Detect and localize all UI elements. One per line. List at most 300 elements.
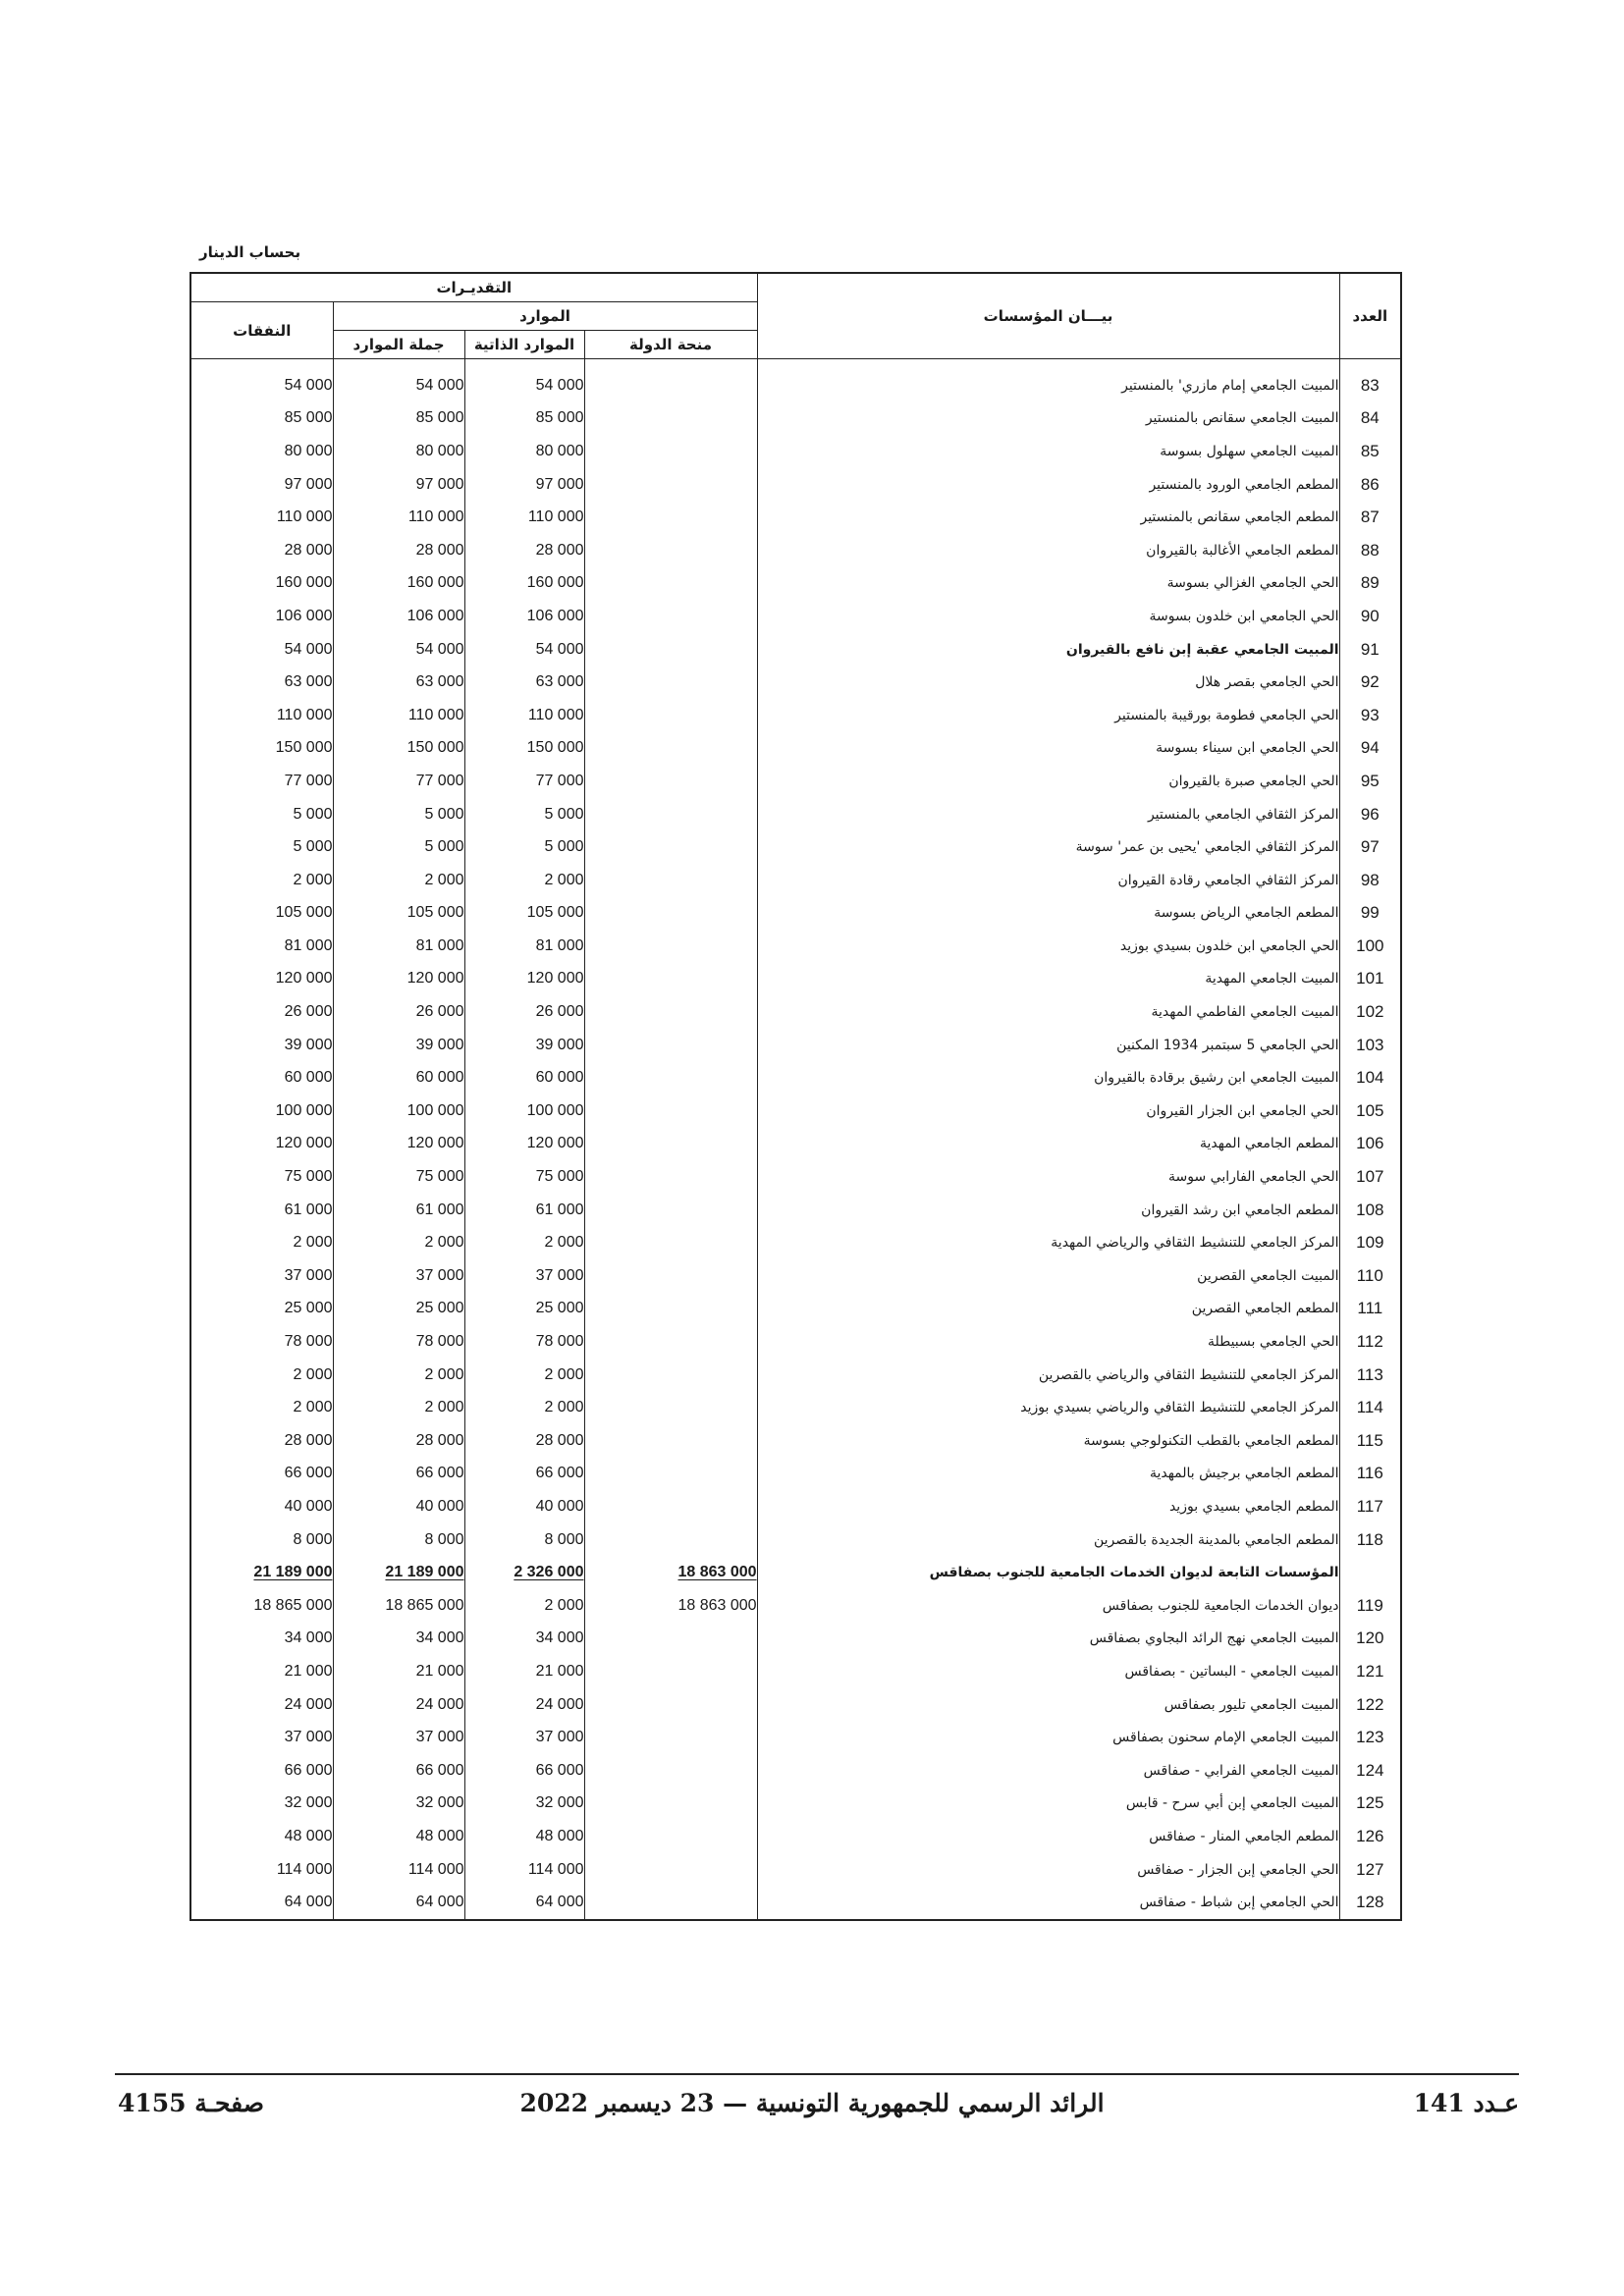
header-resources: الموارد xyxy=(333,302,757,331)
cell-own-resources: 110 000 xyxy=(527,706,584,723)
table-row xyxy=(190,1259,1401,1293)
cell-institution-name: المبيت الجامعي سقانص بالمنستير xyxy=(1145,410,1339,427)
cell-total-resources: 37 000 xyxy=(415,1729,464,1746)
cell-own-resources: 120 000 xyxy=(526,1135,584,1152)
cell-own-resources: 34 000 xyxy=(535,1629,584,1647)
cell-number: 106 xyxy=(1356,1134,1384,1153)
cell-institution-name: المبيت الجامعي عقبة إبن نافع بالقيروان xyxy=(1065,641,1339,658)
cell-state-grant: 18 863 000 xyxy=(677,1564,757,1581)
cell-number: 91 xyxy=(1360,639,1380,659)
cell-institution-name: الحي الجامعي بقصر هلال xyxy=(1195,674,1339,691)
cell-own-resources: 5 000 xyxy=(544,805,584,823)
cell-total-resources: 77 000 xyxy=(415,772,464,789)
table-row xyxy=(190,468,1401,502)
cell-own-resources: 32 000 xyxy=(535,1794,584,1812)
table-row xyxy=(190,1391,1401,1424)
cell-expenses: 24 000 xyxy=(284,1695,333,1713)
cell-total-resources: 28 000 xyxy=(415,1431,464,1449)
cell-institution-name: المبيت الجامعي نهج الرائد البجاوي بصفاقس xyxy=(1089,1630,1339,1647)
cell-institution-name: الحي الجامعي ابن خلدون بسيدي بوزيد xyxy=(1119,937,1339,954)
cell-own-resources: 61 000 xyxy=(535,1201,584,1218)
cell-institution-name: المبيت الجامعي المهدية xyxy=(1205,971,1339,988)
footer-issue: عـدد 141 xyxy=(1413,2089,1519,2117)
cell-institution-name: المطعم الجامعي المهدية xyxy=(1200,1136,1339,1152)
cell-number: 108 xyxy=(1356,1200,1384,1219)
cell-total-resources: 2 000 xyxy=(424,1399,464,1416)
cell-total-resources: 66 000 xyxy=(415,1465,464,1482)
cell-own-resources: 77 000 xyxy=(535,772,584,789)
cell-institution-name: الحي الجامعي بسبيطلة xyxy=(1207,1334,1339,1351)
cell-number: 88 xyxy=(1360,540,1380,560)
table-row xyxy=(190,1226,1401,1259)
cell-total-resources: 100 000 xyxy=(406,1101,464,1119)
cell-expenses: 78 000 xyxy=(284,1333,333,1351)
table-row xyxy=(190,1623,1401,1656)
cell-total-resources: 21 189 000 xyxy=(385,1564,464,1581)
cell-expenses: 8 000 xyxy=(293,1530,333,1548)
header-institutions: بيـــان المؤسسات xyxy=(757,273,1339,359)
subtotal-row xyxy=(190,1556,1401,1589)
cell-number: 126 xyxy=(1356,1826,1384,1845)
cell-total-resources: 80 000 xyxy=(415,442,464,459)
table-row xyxy=(190,633,1401,667)
table-row xyxy=(190,1721,1401,1754)
cell-expenses: 150 000 xyxy=(275,739,333,757)
cell-own-resources: 54 000 xyxy=(535,640,584,658)
cell-total-resources: 160 000 xyxy=(406,574,464,592)
cell-own-resources: 81 000 xyxy=(535,936,584,954)
cell-institution-name: المطعم الجامعي المنار - صفاقس xyxy=(1149,1828,1339,1844)
cell-total-resources: 120 000 xyxy=(406,1135,464,1152)
cell-institution-name: المبيت الجامعي سهلول بسوسة xyxy=(1160,443,1339,459)
cell-expenses: 2 000 xyxy=(293,1399,333,1416)
cell-institution-name: المطعم الجامعي القصرين xyxy=(1191,1301,1339,1317)
cell-expenses: 21 000 xyxy=(284,1662,333,1680)
table-row xyxy=(190,1061,1401,1095)
header-state-grant: منحة الدولة xyxy=(584,331,757,359)
cell-number: 100 xyxy=(1356,935,1384,955)
cell-expenses: 28 000 xyxy=(284,541,333,559)
cell-own-resources: 54 000 xyxy=(535,376,584,394)
cell-expenses: 110 000 xyxy=(276,508,333,526)
cell-number: 123 xyxy=(1356,1728,1384,1747)
cell-institution-name: المركز الثقافي الجامعي 'يحيى بن عمر' سوسة xyxy=(1075,839,1339,856)
cell-expenses: 106 000 xyxy=(275,607,333,624)
cell-number: 102 xyxy=(1356,1002,1384,1022)
unit-label: بحساب الدينار xyxy=(199,243,301,261)
table-row xyxy=(190,1424,1401,1458)
table-row xyxy=(190,435,1401,468)
cell-expenses: 120 000 xyxy=(275,1135,333,1152)
cell-expenses: 105 000 xyxy=(275,904,333,922)
cell-own-resources: 60 000 xyxy=(535,1069,584,1087)
cell-institution-name: المبيت الجامعي إمام مازري' بالمنستير xyxy=(1121,377,1339,394)
cell-number: 121 xyxy=(1356,1661,1384,1681)
cell-own-resources: 97 000 xyxy=(535,475,584,493)
cell-own-resources: 48 000 xyxy=(535,1827,584,1844)
cell-number: 116 xyxy=(1356,1464,1383,1483)
cell-own-resources: 40 000 xyxy=(535,1497,584,1515)
cell-total-resources: 25 000 xyxy=(415,1300,464,1317)
cell-expenses: 54 000 xyxy=(284,376,333,394)
table-row xyxy=(190,963,1401,996)
cell-number: 115 xyxy=(1356,1430,1383,1450)
cell-expenses: 77 000 xyxy=(284,772,333,789)
cell-own-resources: 2 326 000 xyxy=(514,1564,584,1581)
cell-own-resources: 150 000 xyxy=(526,739,584,757)
cell-expenses: 60 000 xyxy=(284,1069,333,1087)
cell-number: 124 xyxy=(1356,1760,1384,1780)
cell-own-resources: 8 000 xyxy=(544,1530,584,1548)
cell-total-resources: 64 000 xyxy=(415,1894,464,1911)
table-row xyxy=(190,567,1401,601)
cell-institution-name: المطعم الجامعي برجيش بالمهدية xyxy=(1149,1466,1339,1482)
cell-number: 122 xyxy=(1356,1694,1384,1714)
cell-total-resources: 54 000 xyxy=(415,640,464,658)
cell-institution-name: المطعم الجامعي سقانص بالمنستير xyxy=(1140,509,1339,526)
table-row xyxy=(190,600,1401,633)
cell-expenses: 39 000 xyxy=(284,1036,333,1053)
cell-number: 104 xyxy=(1356,1068,1384,1088)
cell-expenses: 160 000 xyxy=(275,574,333,592)
budget-table xyxy=(189,272,1402,1921)
cell-number: 105 xyxy=(1356,1100,1384,1120)
cell-total-resources: 32 000 xyxy=(415,1794,464,1812)
cell-own-resources: 28 000 xyxy=(535,1431,584,1449)
cell-total-resources: 60 000 xyxy=(415,1069,464,1087)
table-row xyxy=(190,369,1401,402)
cell-total-resources: 120 000 xyxy=(406,970,464,988)
cell-own-resources: 26 000 xyxy=(535,1003,584,1021)
cell-expenses: 100 000 xyxy=(275,1101,333,1119)
cell-total-resources: 54 000 xyxy=(415,376,464,394)
cell-own-resources: 114 000 xyxy=(527,1860,584,1878)
cell-own-resources: 80 000 xyxy=(535,442,584,459)
cell-expenses: 40 000 xyxy=(284,1497,333,1515)
table-row xyxy=(190,1293,1401,1326)
cell-own-resources: 5 000 xyxy=(544,838,584,856)
cell-own-resources: 106 000 xyxy=(526,607,584,624)
cell-number: 94 xyxy=(1360,738,1380,758)
cell-institution-name: الحي الجامعي ابن الجزار القيروان xyxy=(1146,1102,1339,1119)
cell-expenses: 28 000 xyxy=(284,1431,333,1449)
cell-number: 127 xyxy=(1356,1859,1384,1879)
footer-rule xyxy=(115,2073,1519,2075)
cell-expenses: 61 000 xyxy=(284,1201,333,1218)
cell-institution-name: المطعم الجامعي الرياض بسوسة xyxy=(1154,905,1339,922)
cell-number: 97 xyxy=(1360,837,1380,857)
cell-total-resources: 48 000 xyxy=(415,1827,464,1844)
cell-expenses: 85 000 xyxy=(284,409,333,427)
cell-own-resources: 64 000 xyxy=(535,1894,584,1911)
cell-institution-name: المطعم الجامعي الورود بالمنستير xyxy=(1149,476,1339,493)
budget-table-wrapper xyxy=(189,272,1400,1921)
cell-total-resources: 39 000 xyxy=(415,1036,464,1053)
cell-total-resources: 8 000 xyxy=(424,1530,464,1548)
cell-expenses: 34 000 xyxy=(284,1629,333,1647)
cell-expenses: 2 000 xyxy=(293,1365,333,1383)
cell-number: 86 xyxy=(1360,474,1380,494)
table-row xyxy=(190,1458,1401,1491)
cell-own-resources: 28 000 xyxy=(535,541,584,559)
cell-number: 107 xyxy=(1356,1167,1384,1187)
table-row xyxy=(190,1325,1401,1359)
cell-total-resources: 114 000 xyxy=(407,1860,464,1878)
cell-own-resources: 63 000 xyxy=(535,673,584,691)
table-row xyxy=(190,930,1401,963)
cell-institution-name: المطعم الجامعي بسيدي بوزيد xyxy=(1168,1498,1339,1515)
cell-number: 118 xyxy=(1356,1529,1383,1549)
cell-expenses: 48 000 xyxy=(284,1827,333,1844)
cell-expenses: 114 000 xyxy=(276,1860,333,1878)
cell-expenses: 110 000 xyxy=(276,706,333,723)
cell-expenses: 5 000 xyxy=(293,838,333,856)
cell-total-resources: 81 000 xyxy=(415,936,464,954)
cell-own-resources: 25 000 xyxy=(535,1300,584,1317)
cell-number: 99 xyxy=(1360,903,1380,923)
spacer-row xyxy=(190,359,1401,370)
cell-total-resources: 21 000 xyxy=(415,1662,464,1680)
cell-own-resources: 39 000 xyxy=(535,1036,584,1053)
cell-expenses: 54 000 xyxy=(284,640,333,658)
table-row xyxy=(190,501,1401,534)
table-row xyxy=(190,1128,1401,1161)
table-row xyxy=(190,699,1401,732)
cell-number: 103 xyxy=(1356,1035,1384,1054)
cell-total-resources: 61 000 xyxy=(415,1201,464,1218)
table-row xyxy=(190,1194,1401,1227)
cell-total-resources: 26 000 xyxy=(415,1003,464,1021)
cell-institution-name: المبيت الجامعي ابن رشيق برقادة بالقيروان xyxy=(1094,1070,1339,1087)
cell-expenses: 37 000 xyxy=(284,1266,333,1284)
cell-expenses: 63 000 xyxy=(284,673,333,691)
cell-institution-name: المطعم الجامعي ابن رشد القيروان xyxy=(1141,1201,1339,1218)
table-row xyxy=(190,1820,1401,1853)
header-expenses: النفقات xyxy=(190,302,333,359)
cell-institution-name: الحي الجامعي فطومة بورقيبة بالمنستير xyxy=(1114,707,1339,723)
table-row xyxy=(190,1160,1401,1194)
table-row xyxy=(190,1523,1401,1557)
cell-number: 85 xyxy=(1360,441,1380,460)
cell-institution-name: الحي الجامعي إبن شباط - صفاقس xyxy=(1139,1895,1339,1911)
cell-total-resources: 106 000 xyxy=(406,607,464,624)
cell-institution-name: المطعم الجامعي بالقطب التكنولوجي بسوسة xyxy=(1083,1432,1339,1449)
table-body xyxy=(190,359,1401,1920)
table-row xyxy=(190,1853,1401,1887)
cell-number: 96 xyxy=(1360,804,1380,824)
cell-total-resources: 110 000 xyxy=(407,706,464,723)
cell-total-resources: 2 000 xyxy=(424,871,464,888)
table-row xyxy=(190,1490,1401,1523)
cell-number: 93 xyxy=(1360,705,1380,724)
cell-own-resources: 37 000 xyxy=(535,1266,584,1284)
table-row xyxy=(190,1655,1401,1688)
cell-number: 109 xyxy=(1356,1233,1384,1253)
cell-expenses: 81 000 xyxy=(284,936,333,954)
cell-total-resources: 5 000 xyxy=(424,805,464,823)
cell-institution-name: المركز الجامعي للتنشيط الثقافي والرياضي المهدية xyxy=(1051,1235,1339,1252)
cell-total-resources: 2 000 xyxy=(424,1234,464,1252)
cell-total-resources: 24 000 xyxy=(415,1695,464,1713)
cell-number: 90 xyxy=(1360,606,1380,625)
footer-journal: الرائد الرسمي للجمهورية التونسية — 23 ديسمبر 2022 xyxy=(519,2089,1105,2117)
table-row xyxy=(190,1688,1401,1722)
cell-total-resources: 110 000 xyxy=(407,508,464,526)
cell-number: 92 xyxy=(1360,672,1380,692)
cell-number: 111 xyxy=(1357,1299,1383,1318)
table-row xyxy=(190,1095,1401,1128)
cell-number: 83 xyxy=(1360,375,1380,395)
cell-own-resources: 2 000 xyxy=(544,1365,584,1383)
cell-number: 84 xyxy=(1360,408,1380,428)
cell-number: 120 xyxy=(1356,1629,1384,1648)
cell-institution-name: المبيت الجامعي الفرابي - صفاقس xyxy=(1143,1762,1339,1779)
cell-total-resources: 75 000 xyxy=(415,1168,464,1186)
cell-total-resources: 5 000 xyxy=(424,838,464,856)
cell-expenses: 66 000 xyxy=(284,1761,333,1779)
cell-expenses: 64 000 xyxy=(284,1894,333,1911)
cell-institution-name: المركز الجامعي للتنشيط الثقافي والرياضي بالقصرين xyxy=(1038,1366,1339,1383)
cell-institution-name: المطعم الجامعي الأغالبة بالقيروان xyxy=(1146,542,1339,559)
cell-own-resources: 21 000 xyxy=(535,1662,584,1680)
cell-own-resources: 2 000 xyxy=(544,1234,584,1252)
cell-number: 89 xyxy=(1360,573,1380,593)
table-row xyxy=(190,1886,1401,1920)
cell-institution-name: الحي الجامعي إبن الجزار - صفاقس xyxy=(1137,1861,1339,1878)
cell-institution-name: الحي الجامعي الفارابي سوسة xyxy=(1168,1169,1339,1186)
cell-total-resources: 2 000 xyxy=(424,1365,464,1383)
cell-number: 110 xyxy=(1356,1265,1383,1285)
header-total-resources: جملة الموارد xyxy=(333,331,464,359)
cell-number: 95 xyxy=(1360,771,1380,790)
cell-institution-name: الحي الجامعي صبرة بالقيروان xyxy=(1168,773,1339,789)
table-row xyxy=(190,830,1401,864)
cell-institution-name: المبيت الجامعي الفاطمي المهدية xyxy=(1151,1004,1339,1021)
cell-institution-name: المؤسسات التابعة لديوان الخدمات الجامعية للجنوب بصفاقس xyxy=(929,1565,1339,1581)
footer-page: صفحـة 4155 xyxy=(118,2089,265,2117)
header-own-resources: الموارد الذاتية xyxy=(464,331,584,359)
cell-own-resources: 2 000 xyxy=(544,1596,584,1614)
table-row xyxy=(190,765,1401,798)
cell-total-resources: 40 000 xyxy=(415,1497,464,1515)
cell-institution-name: المبيت الجامعي - البساتين - بصفاقس xyxy=(1124,1663,1339,1680)
cell-expenses: 120 000 xyxy=(275,970,333,988)
cell-expenses: 5 000 xyxy=(293,805,333,823)
cell-institution-name: ديوان الخدمات الجامعية للجنوب بصفاقس xyxy=(1102,1597,1339,1614)
cell-institution-name: الحي الجامعي 5 سبتمبر 1934 المكنين xyxy=(1116,1037,1339,1053)
cell-expenses: 75 000 xyxy=(284,1168,333,1186)
cell-total-resources: 37 000 xyxy=(415,1266,464,1284)
cell-institution-name: المبيت الجامعي تليور بصفاقس xyxy=(1164,1696,1339,1713)
cell-total-resources: 28 000 xyxy=(415,541,464,559)
cell-own-resources: 85 000 xyxy=(535,409,584,427)
cell-state-grant: 18 863 000 xyxy=(677,1596,757,1614)
cell-institution-name: المركز الثقافي الجامعي بالمنستير xyxy=(1147,806,1339,823)
table-row xyxy=(190,798,1401,831)
table-row xyxy=(190,534,1401,567)
cell-number: 87 xyxy=(1360,507,1380,527)
cell-expenses: 97 000 xyxy=(284,475,333,493)
table-row xyxy=(190,666,1401,699)
cell-own-resources: 66 000 xyxy=(535,1761,584,1779)
cell-expenses: 18 865 000 xyxy=(253,1596,333,1614)
cell-own-resources: 78 000 xyxy=(535,1333,584,1351)
table-row xyxy=(190,897,1401,931)
cell-own-resources: 105 000 xyxy=(526,904,584,922)
table-row xyxy=(190,1754,1401,1788)
cell-institution-name: المطعم الجامعي بالمدينة الجديدة بالقصرين xyxy=(1094,1531,1339,1548)
table-row xyxy=(190,1788,1401,1821)
cell-institution-name: الحي الجامعي ابن خلدون بسوسة xyxy=(1149,608,1339,624)
cell-own-resources: 2 000 xyxy=(544,871,584,888)
cell-expenses: 26 000 xyxy=(284,1003,333,1021)
cell-total-resources: 18 865 000 xyxy=(385,1596,464,1614)
cell-own-resources: 37 000 xyxy=(535,1729,584,1746)
header-estimates: التقديـرات xyxy=(190,273,757,302)
cell-institution-name: المركز الجامعي للتنشيط الثقافي والرياضي بسيدي بوزيد xyxy=(1020,1400,1339,1416)
cell-institution-name: المركز الثقافي الجامعي رقادة القيروان xyxy=(1117,872,1339,888)
header-number: العدد xyxy=(1339,273,1401,359)
table-row xyxy=(190,1029,1401,1062)
cell-own-resources: 110 000 xyxy=(527,508,584,526)
cell-own-resources: 120 000 xyxy=(526,970,584,988)
cell-institution-name: المبيت الجامعي إبن أبي سرح - قابس xyxy=(1125,1795,1339,1812)
cell-total-resources: 150 000 xyxy=(406,739,464,757)
table-row xyxy=(190,732,1401,766)
cell-number: 117 xyxy=(1356,1496,1383,1516)
table-row xyxy=(190,1359,1401,1392)
cell-number: 114 xyxy=(1356,1398,1383,1417)
cell-number: 112 xyxy=(1356,1332,1383,1352)
cell-expenses: 21 189 000 xyxy=(253,1564,333,1581)
cell-expenses: 2 000 xyxy=(293,1234,333,1252)
cell-institution-name: الحي الجامعي ابن سيناء بسوسة xyxy=(1156,740,1339,757)
cell-total-resources: 63 000 xyxy=(415,673,464,691)
cell-own-resources: 75 000 xyxy=(535,1168,584,1186)
cell-expenses: 2 000 xyxy=(293,871,333,888)
cell-total-resources: 97 000 xyxy=(415,475,464,493)
cell-total-resources: 105 000 xyxy=(406,904,464,922)
cell-institution-name: الحي الجامعي الغزالي بسوسة xyxy=(1166,575,1339,592)
cell-total-resources: 66 000 xyxy=(415,1761,464,1779)
cell-expenses: 25 000 xyxy=(284,1300,333,1317)
table-row xyxy=(190,995,1401,1029)
cell-institution-name: المبيت الجامعي القصرين xyxy=(1197,1267,1339,1284)
cell-number: 101 xyxy=(1356,969,1384,988)
cell-number: 125 xyxy=(1356,1793,1384,1813)
cell-number: 113 xyxy=(1356,1364,1383,1384)
table-row xyxy=(190,864,1401,897)
cell-institution-name: المبيت الجامعي الإمام سحنون بصفاقس xyxy=(1112,1730,1339,1746)
cell-expenses: 66 000 xyxy=(284,1465,333,1482)
cell-expenses: 37 000 xyxy=(284,1729,333,1746)
cell-expenses: 80 000 xyxy=(284,442,333,459)
cell-number: 128 xyxy=(1356,1893,1384,1912)
cell-total-resources: 78 000 xyxy=(415,1333,464,1351)
cell-number: 119 xyxy=(1356,1595,1383,1615)
cell-own-resources: 160 000 xyxy=(526,574,584,592)
cell-own-resources: 2 000 xyxy=(544,1399,584,1416)
table-row xyxy=(190,1589,1401,1623)
table-row xyxy=(190,402,1401,436)
cell-expenses: 32 000 xyxy=(284,1794,333,1812)
cell-own-resources: 24 000 xyxy=(535,1695,584,1713)
cell-number: 98 xyxy=(1360,870,1380,889)
cell-total-resources: 34 000 xyxy=(415,1629,464,1647)
cell-total-resources: 85 000 xyxy=(415,409,464,427)
cell-own-resources: 100 000 xyxy=(526,1101,584,1119)
cell-own-resources: 66 000 xyxy=(535,1465,584,1482)
